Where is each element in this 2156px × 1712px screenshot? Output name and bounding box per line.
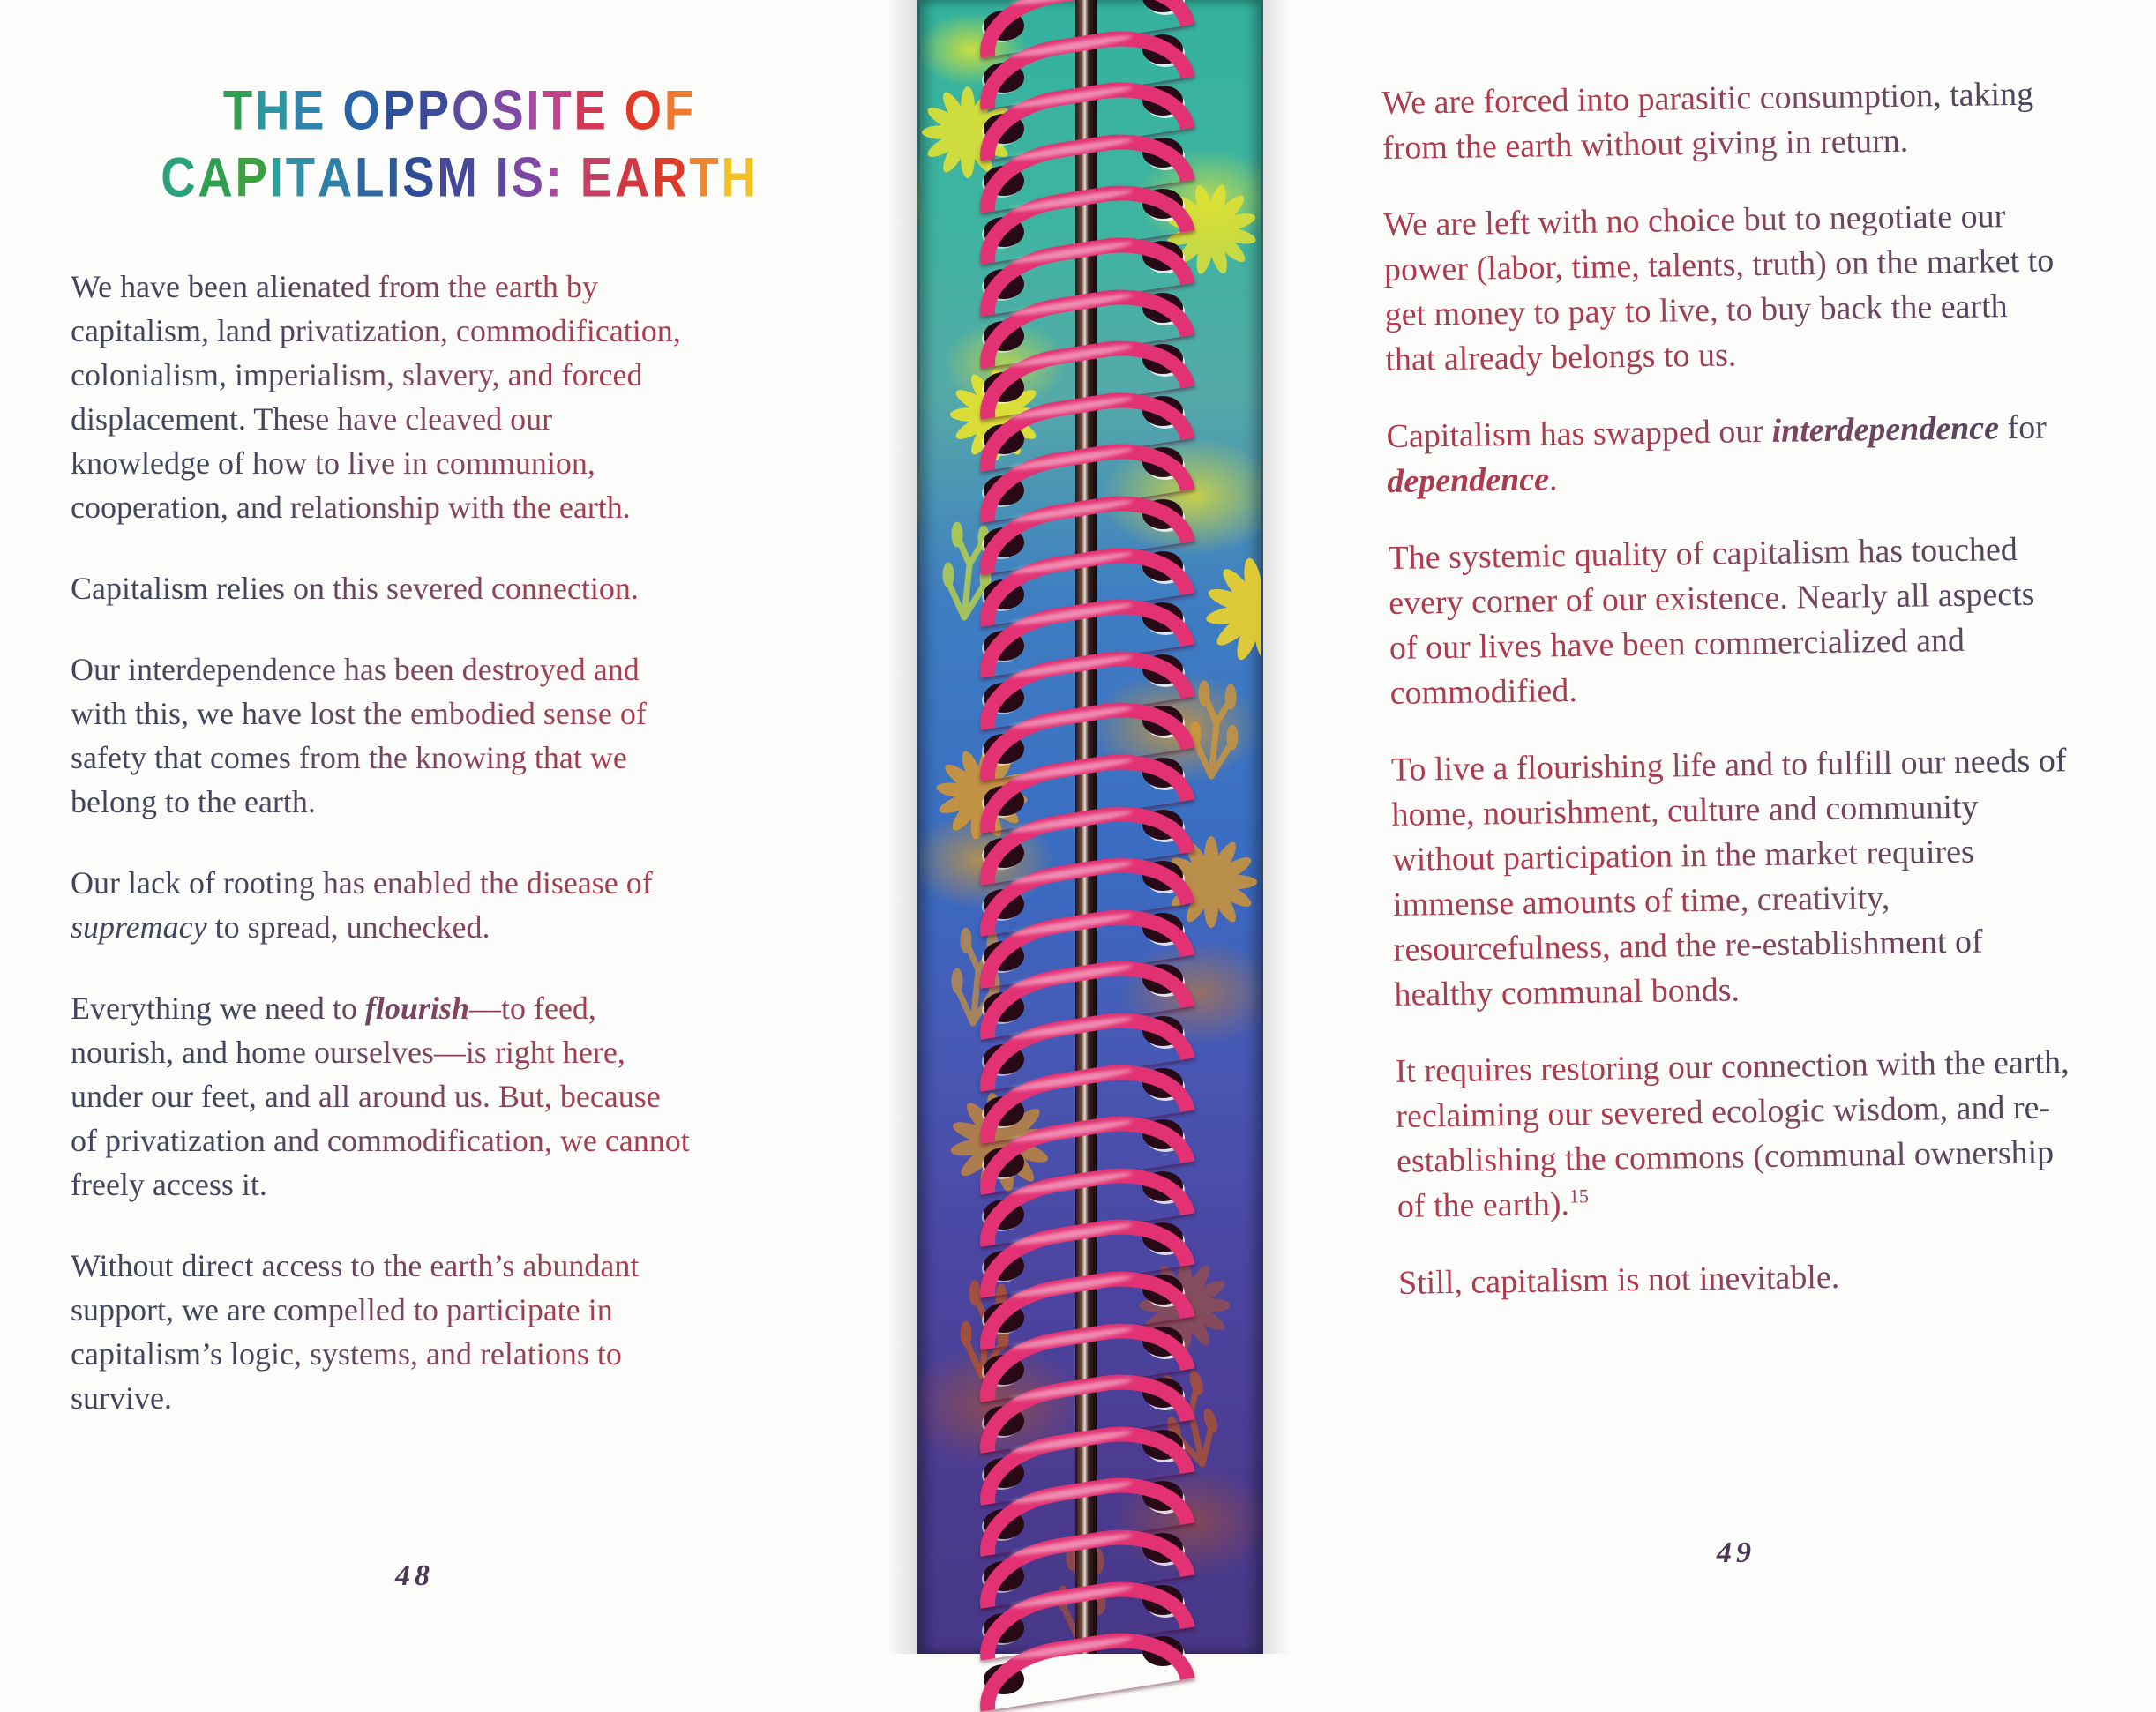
page-number-right: 49	[1717, 1536, 1755, 1569]
title-letter: O	[624, 79, 663, 142]
page-number-left: 48	[395, 1559, 434, 1592]
spiral-coil	[920, 1275, 1261, 1329]
spiral-coil	[920, 189, 1261, 243]
paragraph	[1388, 527, 2070, 716]
left-page-body-text	[71, 265, 692, 1457]
spiral-coil	[920, 1016, 1261, 1071]
title-letter: A	[317, 146, 354, 209]
text-segment: Without direct access to the earth’s abundant support, we are compelled to participate in capitalism’s logic, systems, and relations to survive.	[71, 1248, 640, 1416]
title-letter: A	[198, 146, 234, 209]
title-letter: I	[495, 146, 510, 209]
text-segment: To live a flourishing life and to fulfill our needs of home, nourishment, culture and community without participation in the market requires immense amounts of time, creativity, resourcefulness, and the re-establishment of healthy communal bonds.	[1390, 742, 2067, 1013]
title-letter: H	[254, 79, 291, 142]
title-letter: O	[342, 79, 381, 142]
spiral-coil	[920, 34, 1261, 89]
spiral-coil	[920, 396, 1261, 451]
title-letter: L	[355, 146, 386, 209]
title-letter: M	[437, 146, 478, 209]
text-segment: It requires restoring our connection with the earth, reclaiming our severed ecologic wisdom, and re-establishing the commons (communal ownership of the earth).	[1395, 1043, 2070, 1225]
spiral-coil	[920, 293, 1261, 348]
paragraph	[1381, 71, 2062, 171]
title-letter: P	[382, 79, 415, 142]
title-letter: I	[526, 79, 541, 142]
spiral-coil	[920, 241, 1261, 295]
spiral-coil	[920, 1378, 1261, 1432]
text-segment: The systemic quality of capitalism has touched every corner of our existence. Nearly all aspects of our lives have been commercialized and commodified.	[1388, 530, 2035, 712]
spiral-coil	[920, 138, 1261, 192]
title-letter: I	[269, 146, 284, 209]
title-letter: A	[614, 146, 651, 209]
spiral-coil	[920, 1327, 1261, 1381]
title-letter: C	[161, 146, 197, 209]
spiral-coil	[920, 1068, 1261, 1123]
spiral-coil	[920, 964, 1261, 1019]
title-letter: S	[402, 146, 436, 209]
paragraph	[1383, 193, 2065, 383]
paragraph	[1395, 1040, 2077, 1230]
title-letter: T	[285, 146, 317, 209]
text-segment: flourish	[364, 991, 469, 1026]
text-segment: Our lack of rooting has enabled the disease of	[71, 865, 653, 901]
title-letter: P	[416, 79, 451, 142]
title-letter: R	[652, 146, 688, 209]
text-segment: to spread, unchecked.	[206, 909, 490, 945]
paragraph	[71, 861, 692, 949]
right-page-body-text	[1381, 71, 2078, 1338]
spiral-coil	[920, 706, 1261, 760]
paragraph	[71, 566, 692, 610]
spiral-coil	[920, 1119, 1261, 1174]
spiral-coil	[920, 758, 1261, 812]
title-letter: T	[542, 79, 573, 142]
title-letter	[326, 79, 341, 141]
text-segment: dependence	[1387, 460, 1550, 500]
title-letter: F	[663, 79, 695, 142]
paragraph	[71, 265, 692, 529]
title-line-1	[27, 75, 890, 147]
spiral-coil	[920, 861, 1261, 916]
spiral-coil	[920, 344, 1261, 399]
spiral-coil	[920, 810, 1261, 864]
spiral-coil	[920, 1585, 1261, 1640]
spiral-coil	[920, 1430, 1261, 1484]
title-letter: E	[292, 79, 326, 142]
paragraph	[1398, 1252, 2078, 1306]
text-segment: supremacy	[71, 909, 207, 945]
spiral-coil	[920, 1636, 1261, 1691]
right-page	[1258, 0, 2156, 1654]
text-segment: Everything we need to	[71, 991, 365, 1026]
title-letter: P	[235, 146, 268, 209]
spiral-coil	[920, 86, 1261, 140]
text-segment: —to feed, nourish, and home ourselves—is right here, under our feet, and all around us. But, because of privatization and commodification, we cannot freely access it.	[71, 991, 690, 1202]
text-segment: 15	[1568, 1185, 1590, 1207]
text-segment: Our interdependence has been destroyed and with this, we have lost the embodied sense of safety that comes from the knowing that we belong to the earth.	[71, 652, 647, 819]
spiral-coil	[920, 499, 1261, 554]
text-segment: Capitalism has swapped our	[1386, 412, 1772, 455]
title-letter: E	[580, 146, 614, 209]
spiral-coil	[920, 913, 1261, 968]
spiral-coil	[920, 1222, 1261, 1277]
paragraph	[1386, 405, 2066, 505]
text-segment: We are left with no choice but to negotiate our power (labor, time, talents, truth) on the market to get money to pay to live, to buy back the earth that already belongs to us.	[1382, 198, 2055, 378]
page-title	[0, 78, 917, 212]
title-letter: H	[721, 146, 757, 209]
spiral-coil	[920, 1171, 1261, 1226]
spiral-coil	[920, 1533, 1261, 1588]
spiral-coil	[920, 1481, 1261, 1536]
spiral-binding-strip	[917, 0, 1263, 1654]
title-letter: :	[545, 146, 563, 209]
title-letter: O	[451, 79, 490, 142]
text-segment: We have been alienated from the earth by capitalism, land privatization, commodification, colonialism, imperialism, slavery, and forced displacement. These have cleaved our knowledge of how to live in communion, cooperation, and relationship with the earth.	[71, 269, 681, 525]
spiral-coil	[920, 654, 1261, 709]
spiral-coil	[920, 602, 1261, 657]
text-segment: We are forced into parasitic consumption, taking from the earth without giving in return.	[1381, 75, 2034, 167]
title-letter: S	[511, 146, 544, 209]
title-line-2	[27, 142, 890, 214]
left-page	[0, 0, 917, 1654]
paragraph	[71, 986, 692, 1207]
text-segment: for	[1998, 408, 2047, 447]
text-segment: .	[1548, 460, 1558, 498]
title-letter: S	[491, 79, 525, 142]
title-letter: E	[573, 79, 607, 142]
title-letter	[564, 146, 580, 208]
paragraph	[1391, 738, 2074, 1018]
title-letter: T	[689, 146, 720, 209]
text-segment: interdependence	[1771, 409, 2000, 450]
text-segment: Still, capitalism is not inevitable.	[1397, 1258, 1840, 1302]
paragraph	[71, 1244, 692, 1420]
title-letter: T	[222, 79, 254, 142]
title-letter: I	[386, 146, 401, 209]
spiral-coil	[920, 0, 1261, 37]
title-letter	[479, 146, 495, 208]
paragraph	[71, 647, 692, 824]
text-segment: Capitalism relies on this severed connection.	[71, 571, 639, 606]
spiral-coil	[920, 551, 1261, 606]
title-letter	[608, 79, 624, 141]
spiral-coil	[920, 447, 1261, 502]
